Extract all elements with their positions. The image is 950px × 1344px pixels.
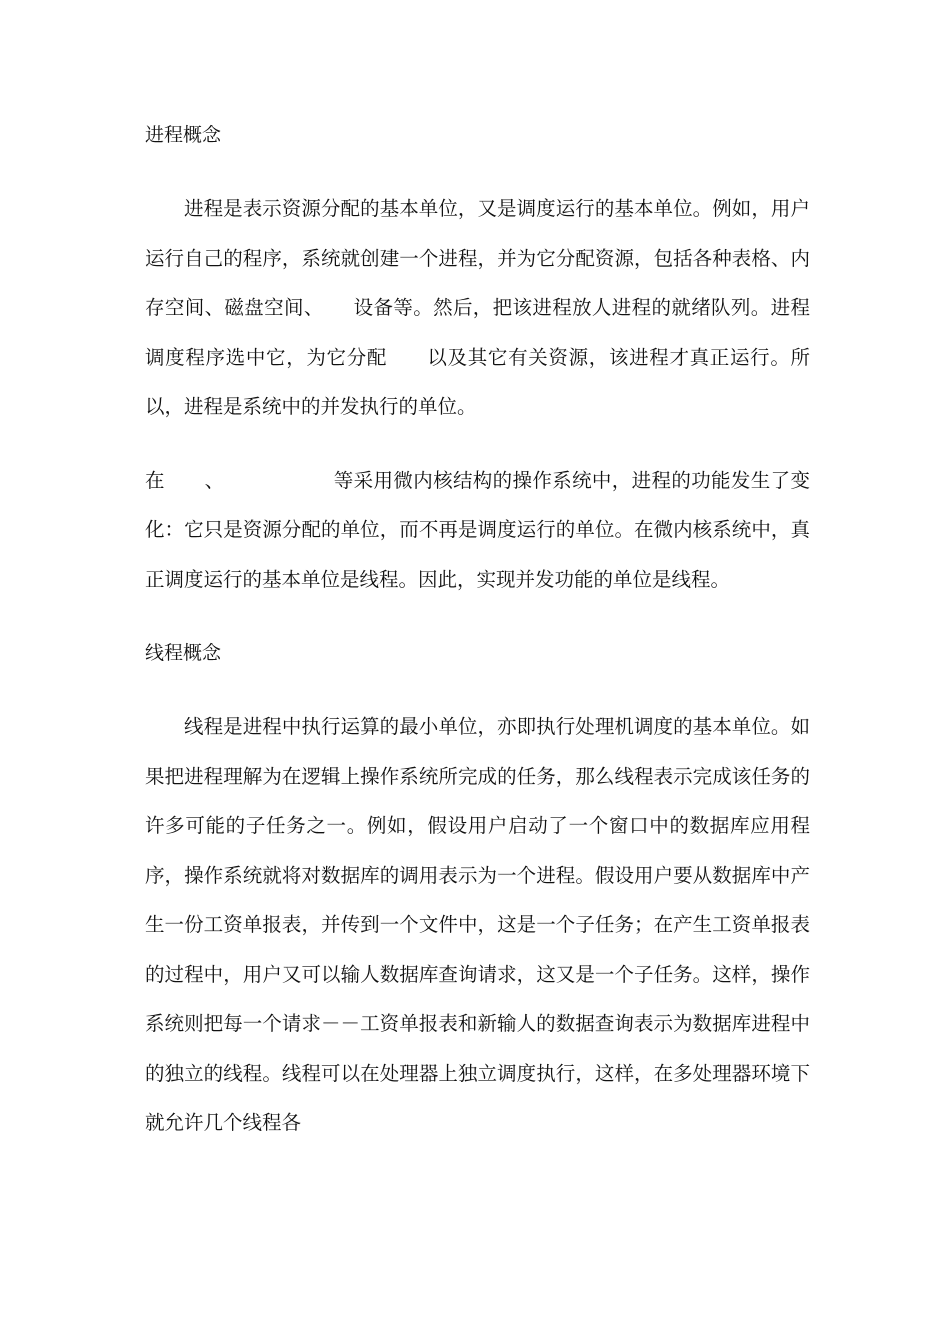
paragraph-process-definition: 进程是表示资源分配的基本单位，又是调度运行的基本单位。例如，用户运行自己的程序，系统就创建一个进程，并为它分配资源，包括各种表格、内存空间、磁盘空间、 设备等。然后，把该进程放人进程的就绪队列。进程调度程序选中它，为它分配 以及其它有关资源，该进程才真正运行。所以，进程是系统中的并发执行的单位。	[145, 197, 810, 418]
section-heading-process: 进程概念	[145, 124, 222, 146]
document-page	[145, 110, 810, 1148]
paragraph-microkernel: 在 、 等采用微内核结构的操作系统中，进程的功能发生了变化：它只是资源分配的单位，而不再是调度运行的单位。在微内核系统中，真正调度运行的基本单位是线程。因此，实现并发功能的单位是线程。	[145, 468, 810, 591]
section-heading-thread: 线程概念	[145, 642, 222, 664]
paragraph-thread-definition: 线程是进程中执行运算的最小单位，亦即执行处理机调度的基本单位。如果把进程理解为在逻辑上操作系统所完成的任务，那么线程表示完成该任务的许多可能的子任务之一。例如，假设用户启动了一个窗口中的数据库应用程序，操作系统就将对数据库的调用表示为一个进程。假设用户要从数据库中产生一份工资单报表，并传到一个文件中，这是一个子任务；在产生工资单报表的过程中，用户又可以输人数据库查询请求，这又是一个子任务。这样，操作系统则把每一个请求－－工资单报表和新输人的数据查询表示为数据库进程中的独立的线程。线程可以在处理器上独立调度执行，这样，在多处理器环境下就允许几个线程各	[145, 715, 810, 1134]
